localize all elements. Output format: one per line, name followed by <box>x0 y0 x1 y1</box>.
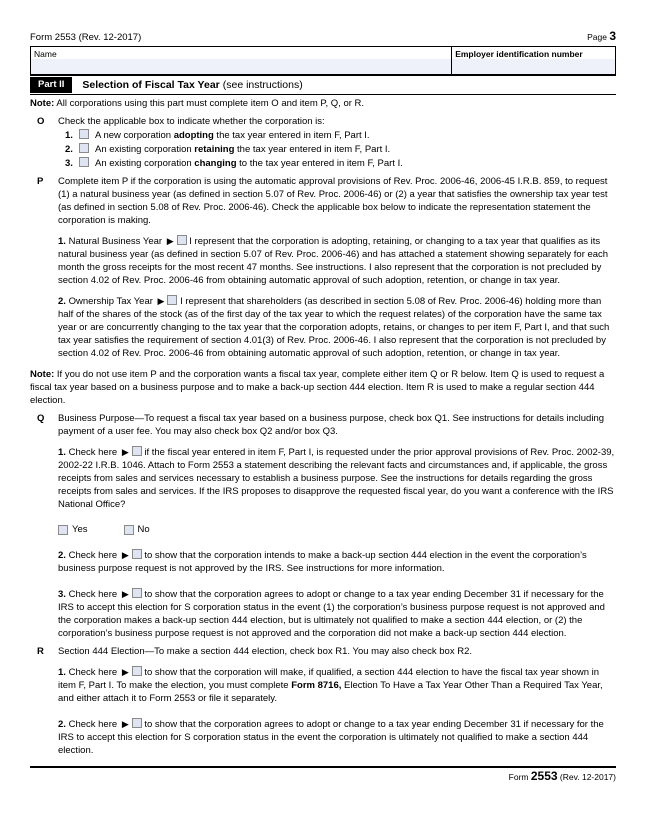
item-p2-number: 2. <box>58 296 66 307</box>
no-label: No <box>137 524 150 535</box>
item-q <box>30 412 616 640</box>
item-q1-number: 1. <box>58 447 66 458</box>
item-p1 <box>58 235 616 287</box>
page-number: 3 <box>609 29 616 43</box>
part2-title-text: Selection of Fiscal Tax Year <box>82 78 220 91</box>
arrow-right-icon: ▶ <box>121 447 129 457</box>
identification-table <box>30 46 616 76</box>
arrow-right-icon: ▶ <box>121 550 129 560</box>
option-text <box>95 143 390 156</box>
item-r <box>30 645 616 757</box>
arrow-right-icon: ▶ <box>121 667 129 677</box>
page-indicator <box>587 30 616 44</box>
note-1-label: Note: <box>30 98 55 109</box>
item-q-letter: Q <box>37 413 45 424</box>
item-o-letter: O <box>37 116 45 127</box>
item-r1-text-bold: Form 8716, <box>291 680 342 691</box>
option-text <box>95 157 403 170</box>
footer-form-label: Form <box>508 772 531 782</box>
footer-rev: (Rev. 12-2017) <box>557 772 616 782</box>
footer-form-number: 2553 <box>530 769 558 783</box>
arrow-right-icon: ▶ <box>157 296 165 306</box>
note-1 <box>30 97 616 110</box>
item-o-option-2 <box>58 143 616 156</box>
checkbox-q1-business-purpose[interactable] <box>132 446 142 456</box>
arrow-right-icon: ▶ <box>166 236 174 246</box>
item-q2 <box>58 549 616 575</box>
item-q3-number: 3. <box>58 589 66 600</box>
option-number: 3. <box>65 158 73 169</box>
item-p-letter: P <box>37 176 44 187</box>
item-r2-label: Check here <box>65 719 120 730</box>
form-id: Form 2553 (Rev. 12-2017) <box>30 32 142 43</box>
item-p2-label: Ownership Tax Year <box>65 296 156 307</box>
part2-badge: Part II <box>30 77 72 93</box>
item-o-option-3 <box>58 157 616 170</box>
item-p-intro: Complete item P if the corporation is using the automatic approval provisions of Rev. Proc. 2006-46, 2006-45 I.R.B. 859, to request (1) a natural business year (as defined in section 5.07 of Rev. Proc. 2006-46) or (2) a year that satisfies the ownership tax year test (as defined in section 5.08 of Rev. Proc. 2006-46). Check the applicable box below to indicate the representation statement the corporation is making. <box>58 176 608 226</box>
part2-section-header <box>30 76 616 95</box>
item-r2-number: 2. <box>58 719 66 730</box>
item-p2-text: I represent that shareholders (as described in section 5.08 of Rev. Proc. 2006-46) holding more than half of the shares of the stock (as of the first day of the tax year to which the request relates) of the corporation have the same tax year or are concurrently changing to the tax year that the corporation adopts, retains, or changes to per item F, Part I, and that such tax year satisfies the requirement of section 4.01(3) of Rev. Proc. 2006-46. I also represent that the corporation is not precluded by section 4.02 of Rev. Proc. 2006-46 from obtaining automatic approval of such adoption, retention, or change in tax year. <box>58 296 610 359</box>
yes-label: Yes <box>72 524 88 535</box>
item-o-option-1 <box>58 129 616 142</box>
name-input[interactable] <box>31 59 451 74</box>
item-q-intro: Business Purpose—To request a fiscal tax year based on a business purpose, check box Q1. See instructions for details including payment of a user fee. You may also check box Q2 and/or box Q3. <box>58 413 605 437</box>
arrow-right-icon: ▶ <box>121 589 129 599</box>
note-1-text: All corporations using this part must complete item O and item P, Q, or R. <box>54 98 365 109</box>
checkbox-o3[interactable] <box>79 157 89 167</box>
option-number: 2. <box>65 144 73 155</box>
item-p1-number: 1. <box>58 236 66 247</box>
checkbox-q2-backup-election[interactable] <box>132 549 142 559</box>
item-r2 <box>58 718 616 757</box>
item-p2 <box>58 295 616 360</box>
option-text-post: the tax year entered in item F, Part I. <box>213 130 370 141</box>
ein-input[interactable] <box>452 59 615 74</box>
item-q2-label: Check here <box>65 550 120 561</box>
item-r1-text-pre: to show that the corporation will make, if qualified, a section 444 election to have the fiscal tax year shown in item F, Part I. To make the election, you must complete <box>58 667 600 691</box>
item-r-intro: Section 444 Election—To make a section 444 election, check box R1. You may also check box R2. <box>58 646 473 657</box>
item-q1 <box>58 446 616 511</box>
item-q3-label: Check here <box>65 589 120 600</box>
option-text-bold: adopting <box>173 130 214 141</box>
item-p <box>30 175 616 360</box>
checkbox-r2-agree-calendar-year[interactable] <box>132 718 142 728</box>
checkbox-p1-natural-business-year[interactable] <box>177 235 187 245</box>
option-text-post: to the tax year entered in item F, Part I. <box>236 158 403 169</box>
option-number: 1. <box>65 130 73 141</box>
item-r-letter: R <box>37 646 44 657</box>
option-text <box>95 129 370 142</box>
item-q3-text: to show that the corporation agrees to adopt or change to a tax year ending December 31 if necessary for the IRS to accept this election for S corporation status in the event (1) the corporation’s business purpose request is not approved and the corporation makes a back-up section 444 election, but is ultimately not qualified to make a section 444 election, or (2) the corporation’s business purpose request is not approved and the corporation did not make a back-up section 444 election. <box>58 589 605 639</box>
option-text-post: the tax year entered in item F, Part I. <box>234 144 391 155</box>
note-2-text: If you do not use item P and the corporation wants a fiscal tax year, complete either item Q or R below. Item Q is used to request a fiscal tax year based on a business purpose and to make a back-up section 444 election. Item R is used to make a regular section 444 election. <box>30 369 605 406</box>
option-text-pre: An existing corporation <box>95 144 195 155</box>
ein-label: Employer identification number <box>452 47 615 59</box>
q1-conference-choice <box>58 523 616 536</box>
part2-title-suffix: (see instructions) <box>222 78 303 91</box>
checkbox-q1-yes[interactable] <box>58 525 68 535</box>
item-q2-text: to show that the corporation intends to make a back-up section 444 election in the event the corporation’s business purpose request is not approved by the IRS. See instructions for more information. <box>58 550 587 574</box>
item-q1-text: if the fiscal year entered in item F, Part I, is requested under the prior approval provisions of Rev. Proc. 2002-39, 2002-22 I.R.B. 1046. Attach to Form 2553 a statement describing the relevant facts and circumstances and, if applicable, the gross receipts from sales and services necessary to establish a business purpose. See the instructions for details regarding the gross receipts from sales and services. If the IRS proposes to disapprove the requested fiscal year, do you want a conference with the IRS National Office? <box>58 447 615 510</box>
checkbox-p2-ownership-tax-year[interactable] <box>167 295 177 305</box>
checkbox-q3-agree-calendar-year[interactable] <box>132 588 142 598</box>
checkbox-o1[interactable] <box>79 129 89 139</box>
item-r1 <box>58 666 616 705</box>
name-label: Name <box>31 47 451 59</box>
item-q3 <box>58 588 616 640</box>
note-2-label: Note: <box>30 369 55 380</box>
item-r1-text-post: Election To Have a Tax Year Other Than a Required Tax Year, and either attach it to Form 2553 or file it separately. <box>58 680 603 704</box>
arrow-right-icon: ▶ <box>121 719 129 729</box>
item-r2-text: to show that the corporation agrees to adopt or change to a tax year ending December 31 if necessary for the IRS to accept this election for S corporation status in the event the corporation is ultimately not qualified to make a section 444 election. <box>58 719 604 756</box>
page-label: Page <box>587 32 607 42</box>
item-q1-label: Check here <box>65 447 120 458</box>
item-r1-label: Check here <box>65 667 120 678</box>
item-p1-text: I represent that the corporation is adopting, retaining, or changing to a tax year that qualifies as its natural business year (as defined in section 5.07 of Rev. Proc. 2006-46) and has attached a statement showing separately for each month the gross receipts for the most recent 47 months. See instructions. I also represent that the corporation is not precluded by section 4.02 of Rev. Proc. 2006-46 from obtaining automatic approval of such adoption, retention, or change in tax year. <box>58 236 609 286</box>
checkbox-r1-section-444[interactable] <box>132 666 142 676</box>
item-r1-number: 1. <box>58 667 66 678</box>
part2-title <box>82 79 302 92</box>
item-o-intro: Check the applicable box to indicate whether the corporation is: <box>58 116 325 127</box>
option-text-bold: changing <box>194 158 237 169</box>
option-text-pre: A new corporation <box>95 130 174 141</box>
item-p1-label: Natural Business Year <box>65 236 165 247</box>
footer <box>30 768 616 784</box>
page-header <box>30 30 616 46</box>
checkbox-o2[interactable] <box>79 143 89 153</box>
note-2 <box>30 368 616 407</box>
option-text-pre: An existing corporation <box>95 158 195 169</box>
option-text-bold: retaining <box>194 144 235 155</box>
item-o <box>30 115 616 170</box>
item-q2-number: 2. <box>58 550 66 561</box>
checkbox-q1-no[interactable] <box>124 525 134 535</box>
